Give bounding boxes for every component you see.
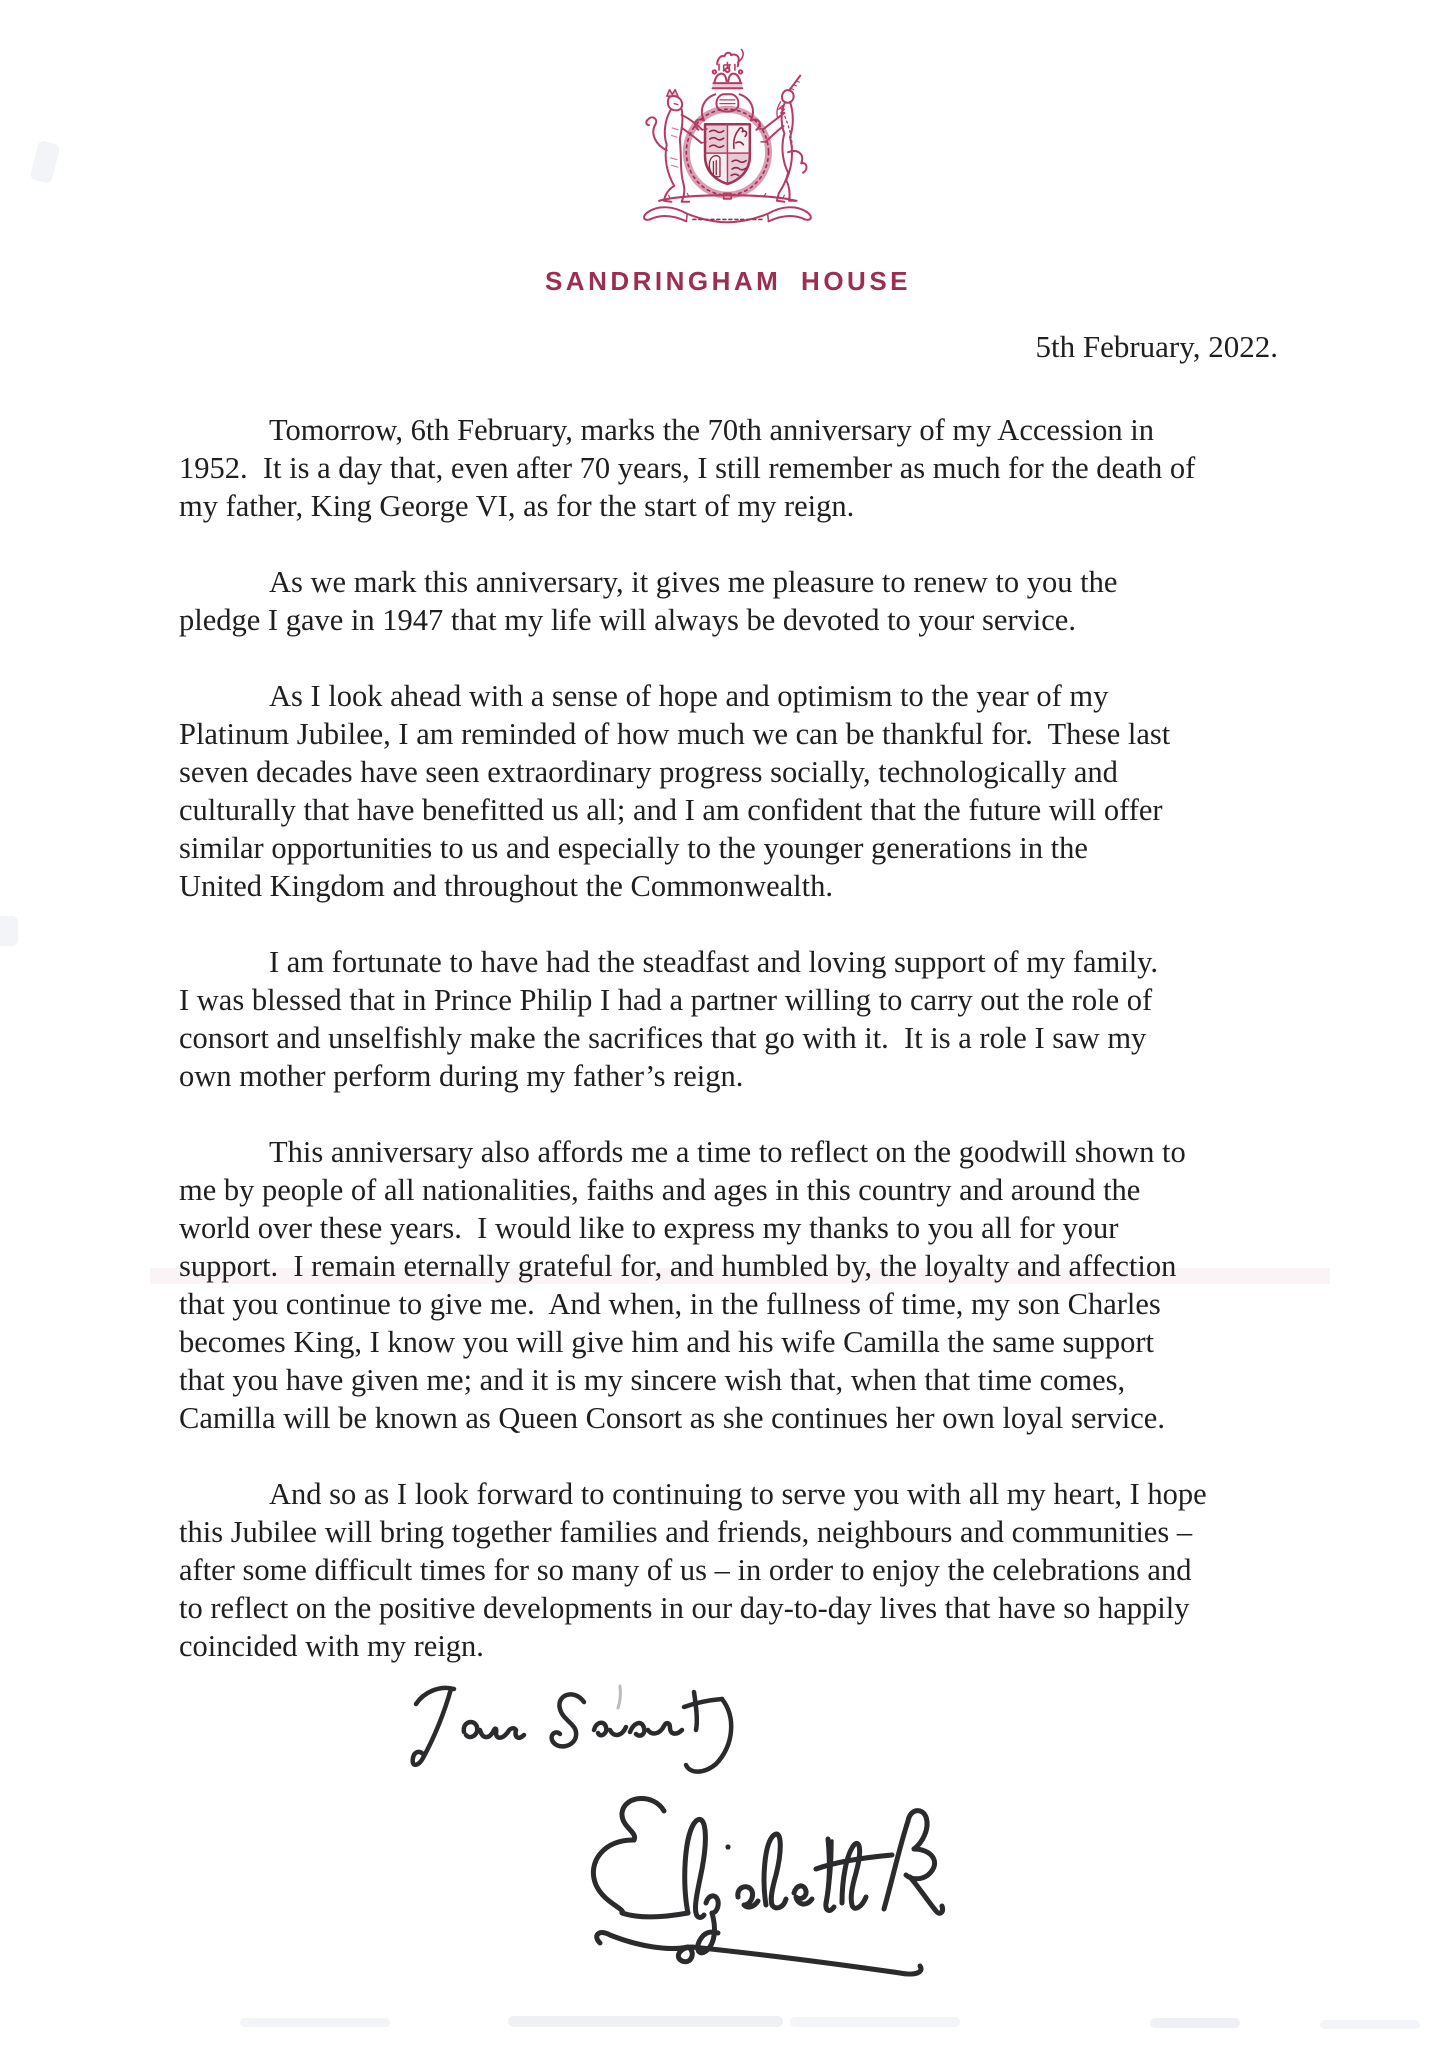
letter-line: world over these years. I would like to express my thanks to you all for your <box>179 1211 1119 1245</box>
letter-line: support. I remain eternally grateful for, and humbled by, the loyalty and affection <box>179 1249 1177 1283</box>
royal-signature <box>570 1785 960 2000</box>
letter-line: seven decades have seen extraordinary progress socially, technologically and <box>179 755 1118 789</box>
letter-line: coincided with my reign. <box>179 1629 484 1663</box>
scan-artifact <box>1320 2020 1420 2029</box>
valediction-signature <box>398 1672 798 1797</box>
letter-line: I am fortunate to have had the steadfast and loving support of my family. <box>269 945 1159 979</box>
scan-artifact <box>29 140 60 184</box>
scan-artifact <box>240 2018 390 2027</box>
letter-line: that you have given me; and it is my sincere wish that, when that time comes, <box>179 1363 1126 1397</box>
scan-artifact <box>0 916 18 946</box>
letter-line: pledge I gave in 1947 that my life will always be devoted to your service. <box>179 603 1076 637</box>
letter-line: me by people of all nationalities, faiths and ages in this country and around the <box>179 1173 1141 1207</box>
letter-paragraph <box>179 411 1339 525</box>
letter-line: Platinum Jubilee, I am reminded of how much we can be thankful for. These last <box>179 717 1171 751</box>
letter-paragraph <box>179 943 1339 1095</box>
letter-line: 1952. It is a day that, even after 70 years, I still remember as much for the death of <box>179 451 1196 485</box>
letter-line: I was blessed that in Prince Philip I had a partner willing to carry out the role of <box>179 983 1153 1017</box>
letterhead-house-name: SANDRINGHAM HOUSE <box>544 266 912 296</box>
letter-line: that you continue to give me. And when, in the fullness of time, my son Charles <box>179 1287 1161 1321</box>
letter-line: Camilla will be known as Queen Consort as she continues her own loyal service. <box>179 1401 1165 1435</box>
scan-artifact <box>790 2017 960 2027</box>
letter-line: consort and unselfishly make the sacrifices that go with it. It is a role I saw my <box>179 1021 1147 1055</box>
letter-paragraph <box>179 1475 1339 1665</box>
letter-paragraph <box>179 563 1339 639</box>
letter-paragraph <box>179 1133 1339 1437</box>
letter-line: becomes King, I know you will give him and his wife Camilla the same support <box>179 1325 1154 1359</box>
letter-line: to reflect on the positive developments in our day-to-day lives that have so happily <box>179 1591 1190 1625</box>
scan-artifact <box>508 2016 783 2027</box>
letter-line: As I look ahead with a sense of hope and optimism to the year of my <box>269 679 1109 713</box>
letter-line: And so as I look forward to continuing to serve you with all my heart, I hope <box>269 1477 1207 1511</box>
letter-line: This anniversary also affords me a time to reflect on the goodwill shown to <box>269 1135 1186 1169</box>
letter-line: after some difficult times for so many of us – in order to enjoy the celebrations and <box>179 1553 1192 1587</box>
royal-coat-of-arms-icon <box>633 42 820 240</box>
letter-line: As we mark this anniversary, it gives me pleasure to renew to you the <box>269 565 1118 599</box>
letter-body <box>179 411 1339 1665</box>
letter-line: United Kingdom and throughout the Commonwealth. <box>179 869 833 903</box>
letter-line: this Jubilee will bring together families and friends, neighbours and communities – <box>179 1515 1193 1549</box>
scan-artifact <box>1150 2018 1240 2028</box>
letter-line: similar opportunities to us and especially to the younger generations in the <box>179 831 1088 865</box>
letter-line: own mother perform during my father’s reign. <box>179 1059 744 1093</box>
date-line: 5th February, 2022. <box>1035 329 1278 364</box>
letter-line: culturally that have benefitted us all; and I am confident that the future will offer <box>179 793 1163 827</box>
letter-line: my father, King George VI, as for the start of my reign. <box>179 489 855 523</box>
letter-line: Tomorrow, 6th February, marks the 70th anniversary of my Accession in <box>269 413 1154 447</box>
letter-paragraph <box>179 677 1339 905</box>
